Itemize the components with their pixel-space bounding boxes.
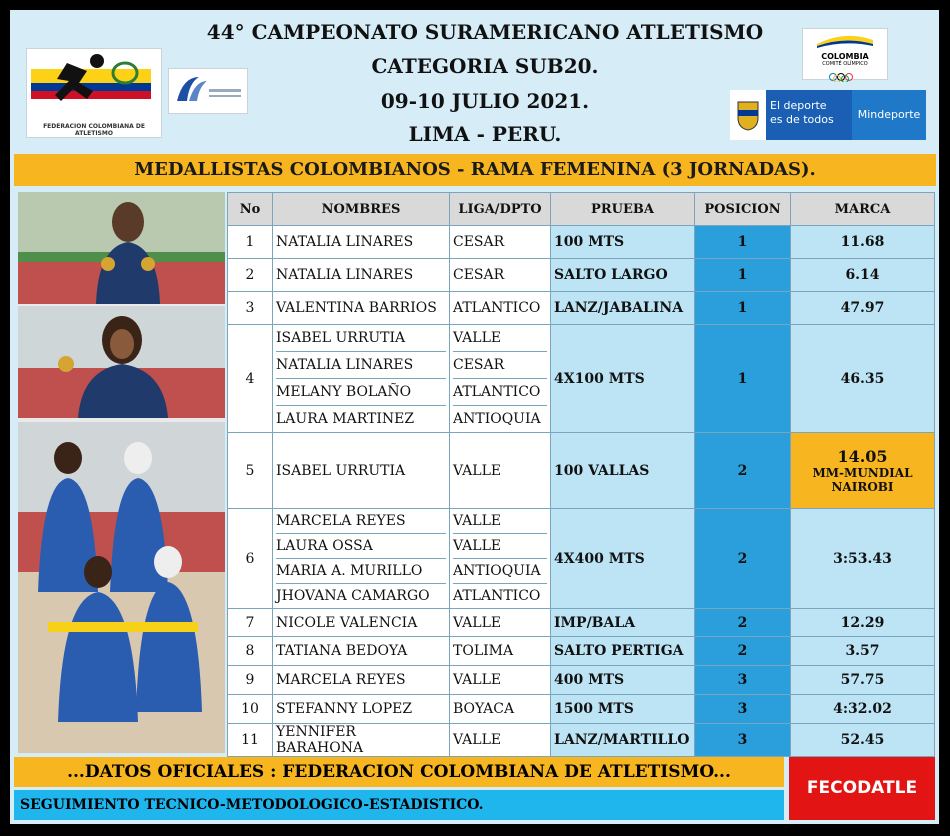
cell-names-group xyxy=(273,509,450,609)
cell-name: NATALIA LINARES xyxy=(276,352,446,379)
shield-icon xyxy=(735,98,761,132)
table-row xyxy=(228,695,935,724)
cell-no: 10 xyxy=(228,695,273,724)
header-marca: MARCA xyxy=(791,193,935,226)
cell-liga: VALLE xyxy=(453,534,547,559)
cell-marca: 11.68 xyxy=(791,226,935,259)
cell-prueba: SALTO PERTIGA xyxy=(551,637,695,666)
cell-marca: 4:32.02 xyxy=(791,695,935,724)
mindeporte-name: Mindeporte xyxy=(852,90,926,140)
cell-liga: ATLANTICO xyxy=(453,379,547,406)
cell-names-group xyxy=(273,325,450,433)
header-no: No xyxy=(228,193,273,226)
header-posicion: POSICION xyxy=(695,193,791,226)
cell-name: TATIANA BEDOYA xyxy=(273,637,450,666)
cell-posicion: 2 xyxy=(695,433,791,509)
cell-liga: CESAR xyxy=(450,226,551,259)
cell-prueba: 4X100 MTS xyxy=(551,325,695,433)
cell-no: 5 xyxy=(228,433,273,509)
title-line-3: 09-10 JULIO 2021. xyxy=(380,89,590,113)
cell-name: MARCELA REYES xyxy=(273,666,450,695)
cell-liga: ANTIOQUIA xyxy=(453,559,547,584)
table-row xyxy=(228,226,935,259)
cell-liga: BOYACA xyxy=(450,695,551,724)
olympic-rings-icon xyxy=(825,72,865,82)
cell-no: 4 xyxy=(228,325,273,433)
cell-prueba: LANZ/JABALINA xyxy=(551,292,695,325)
cell-ligas-group xyxy=(450,325,551,433)
footer-tracking: SEGUIMIENTO TECNICO-METODOLOGICO-ESTADISTICO. xyxy=(14,790,784,820)
cell-name: LAURA MARTINEZ xyxy=(276,411,415,427)
cell-liga: CESAR xyxy=(453,352,547,379)
table-row xyxy=(228,292,935,325)
cell-posicion: 3 xyxy=(695,666,791,695)
cell-posicion: 2 xyxy=(695,609,791,637)
cell-prueba: 100 VALLAS xyxy=(551,433,695,509)
table-row xyxy=(228,609,935,637)
cell-marca: 3:53.43 xyxy=(791,509,935,609)
photo-valentina xyxy=(18,306,225,418)
cell-liga: TOLIMA xyxy=(450,637,551,666)
cell-liga: ATLANTICO xyxy=(450,292,551,325)
cell-marca: 57.75 xyxy=(791,666,935,695)
cell-marca: 3.57 xyxy=(791,637,935,666)
coc-subtitle: COMITÉ OLÍMPICO xyxy=(822,61,868,67)
table-row xyxy=(228,666,935,695)
cell-posicion: 1 xyxy=(695,292,791,325)
table-row xyxy=(228,433,935,509)
medalists-table xyxy=(227,192,935,757)
marca-note-place: NAIROBI xyxy=(831,480,894,494)
fecodatle-badge: FECODATLE xyxy=(789,757,935,820)
cell-prueba: 100 MTS xyxy=(551,226,695,259)
table-row xyxy=(228,259,935,292)
fca-logo xyxy=(26,48,162,138)
cell-posicion: 1 xyxy=(695,259,791,292)
cell-liga: VALLE xyxy=(450,724,551,757)
title-line-4: LIMA - PERU. xyxy=(408,122,562,146)
cell-name: VALENTINA BARRIOS xyxy=(273,292,450,325)
cell-liga: VALLE xyxy=(453,325,547,352)
mindeporte-slogan xyxy=(766,90,852,140)
cell-marca-highlight xyxy=(791,433,935,509)
photo-natalia xyxy=(18,192,225,304)
cell-no: 8 xyxy=(228,637,273,666)
fca-logo-text: FEDERACION COLOMBIANA DE ATLETISMO xyxy=(43,123,145,137)
slogan-line-2: es de todos xyxy=(770,113,834,126)
cell-prueba: 400 MTS xyxy=(551,666,695,695)
title-line-1: 44° CAMPEONATO SURAMERICANO ATLETISMO xyxy=(206,20,764,44)
marca-value: 14.05 xyxy=(837,447,888,466)
cell-name: YENNIFER BARAHONA xyxy=(273,724,450,757)
cell-name: JHOVANA CAMARGO xyxy=(276,588,430,604)
cell-name: MELANY BOLAÑO xyxy=(276,379,446,406)
cell-liga: ANTIOQUIA xyxy=(453,411,541,427)
cell-posicion: 2 xyxy=(695,637,791,666)
cell-marca: 12.29 xyxy=(791,609,935,637)
colombia-shield xyxy=(730,90,766,140)
cell-posicion: 3 xyxy=(695,724,791,757)
cell-no: 11 xyxy=(228,724,273,757)
header-nombres: NOMBRES xyxy=(273,193,450,226)
mindeporte-logo xyxy=(730,90,930,140)
athlete-photo-1-icon xyxy=(18,192,225,304)
header-prueba: PRUEBA xyxy=(551,193,695,226)
cell-posicion: 2 xyxy=(695,509,791,609)
athlete-photos xyxy=(18,192,225,753)
cell-liga: CESAR xyxy=(450,259,551,292)
cell-no: 9 xyxy=(228,666,273,695)
cell-name: ISABEL URRUTIA xyxy=(273,433,450,509)
cell-posicion: 1 xyxy=(695,325,791,433)
cell-posicion: 1 xyxy=(695,226,791,259)
flag-runner-icon xyxy=(27,49,161,119)
cell-name: ISABEL URRUTIA xyxy=(276,325,446,352)
cell-name: MARCELA REYES xyxy=(276,509,446,534)
table-row xyxy=(228,637,935,666)
marca-note: MM-MUNDIAL xyxy=(812,466,913,480)
slogan-line-1: El deporte xyxy=(770,99,827,112)
cell-no: 6 xyxy=(228,509,273,609)
cell-posicion: 3 xyxy=(695,695,791,724)
section-band: MEDALLISTAS COLOMBIANOS - RAMA FEMENINA (3 JORNADAS). xyxy=(14,154,936,186)
coc-flag-icon xyxy=(815,32,875,48)
cell-no: 7 xyxy=(228,609,273,637)
cell-name: MARIA A. MURILLO xyxy=(276,559,446,584)
cell-name: NATALIA LINARES xyxy=(273,259,450,292)
photo-relay-team xyxy=(18,422,225,753)
footer-official-data: ...DATOS OFICIALES : FEDERACION COLOMBIANA DE ATLETISMO... xyxy=(14,757,784,787)
cell-name: STEFANNY LOPEZ xyxy=(273,695,450,724)
cell-marca: 46.35 xyxy=(791,325,935,433)
cell-prueba: 1500 MTS xyxy=(551,695,695,724)
table-header-row xyxy=(228,193,935,226)
cell-prueba: LANZ/MARTILLO xyxy=(551,724,695,757)
table-row xyxy=(228,724,935,757)
coc-name: COLOMBIA xyxy=(821,52,869,61)
cell-liga: VALLE xyxy=(453,509,547,534)
header xyxy=(10,10,939,153)
cell-name: NICOLE VALENCIA xyxy=(273,609,450,637)
cell-liga: VALLE xyxy=(450,433,551,509)
cell-prueba: SALTO LARGO xyxy=(551,259,695,292)
cell-name: LAURA OSSA xyxy=(276,534,446,559)
cell-no: 3 xyxy=(228,292,273,325)
athlete-photo-2-icon xyxy=(18,306,225,418)
table-row xyxy=(228,509,935,609)
cell-no: 1 xyxy=(228,226,273,259)
cell-marca: 52.45 xyxy=(791,724,935,757)
cell-marca: 6.14 xyxy=(791,259,935,292)
cell-liga: VALLE xyxy=(450,609,551,637)
cell-prueba: IMP/BALA xyxy=(551,609,695,637)
title-line-2: CATEGORIA SUB20. xyxy=(371,54,599,78)
cell-ligas-group xyxy=(450,509,551,609)
athlete-photo-3-icon xyxy=(18,422,225,753)
coc-logo xyxy=(802,28,888,80)
cell-liga: VALLE xyxy=(450,666,551,695)
cell-no: 2 xyxy=(228,259,273,292)
header-liga: LIGA/DPTO xyxy=(450,193,551,226)
table-row xyxy=(228,325,935,433)
cell-marca: 47.97 xyxy=(791,292,935,325)
cell-liga: ATLANTICO xyxy=(453,588,541,604)
cell-name: NATALIA LINARES xyxy=(273,226,450,259)
cell-prueba: 4X400 MTS xyxy=(551,509,695,609)
